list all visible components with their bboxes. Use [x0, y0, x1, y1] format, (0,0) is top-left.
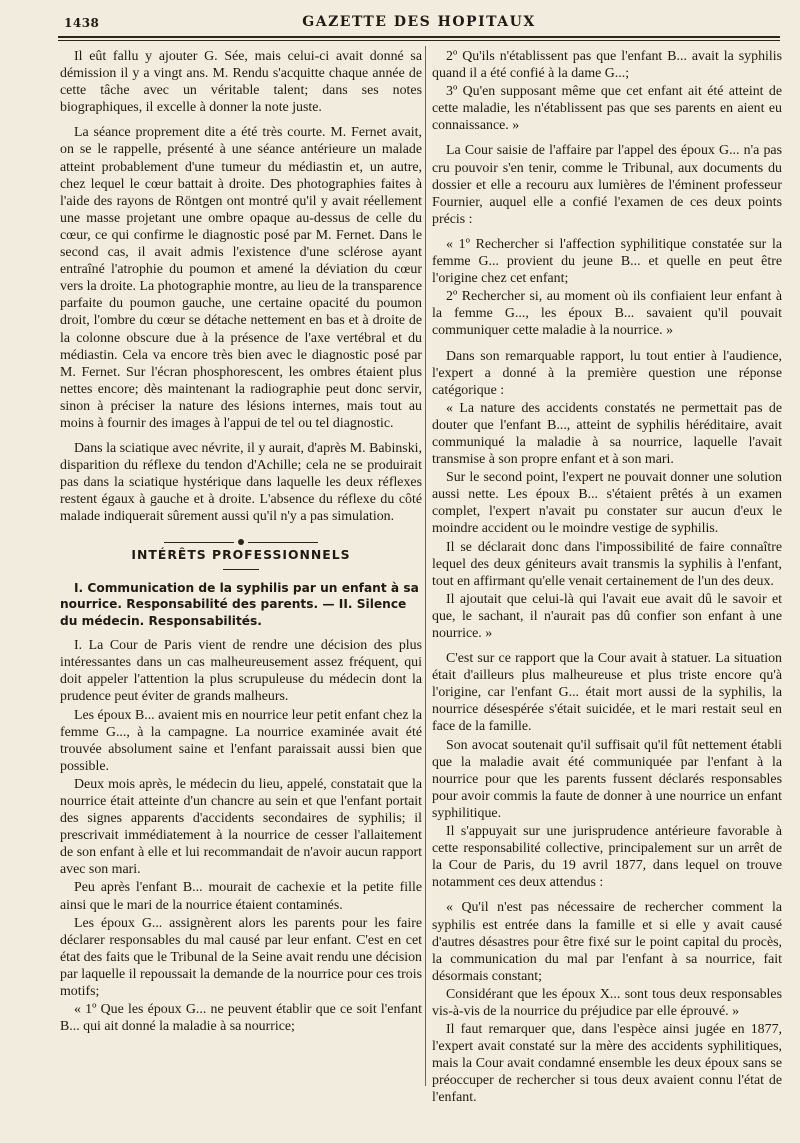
section-rule	[223, 569, 259, 570]
paragraph: « 1º Rechercher si l'affection syphilitique constatée sur la femme G... provient du jeune B... et quelle en peut être l'origine chez cet enfant;	[432, 236, 782, 287]
journal-title: GAZETTE DES HOPITAUX	[302, 14, 536, 30]
ornament-separator	[60, 534, 422, 542]
paragraph: I. La Cour de Paris vient de rendre une décision des plus intéressantes dans un cas malheureusement assez fréquent, qui doit appeler l'attention la plus scrupuleuse du médecin dont la prudence peut éviter de grands malheurs.	[60, 638, 422, 705]
paragraph: 3º Qu'en supposant même que cet enfant ait été atteint de cette maladie, les n'établissent pas que ses parents en aient eu connaissance. »	[432, 84, 782, 134]
paragraph: « 1º Que les époux G... ne peuvent établir que ce soit l'enfant B... qui ait donné la maladie à sa nourrice;	[60, 1002, 422, 1035]
paragraph: Considérant que les époux X... sont tous deux responsables vis-à-vis de la nourrice du préjudice par elle éprouvé. »	[432, 986, 782, 1019]
header-rule-thin	[58, 40, 780, 41]
page-number: 1438	[64, 16, 100, 30]
right-column	[432, 48, 782, 1107]
section-heading: INTÉRÊTS PROFESSIONNELS	[131, 546, 351, 562]
paragraph: Il ajoutait que celui-là qui l'avait eue avait dû le savoir et que, le sachant, il n'aurait pas dû confier son enfant à une nourrice. »	[432, 591, 782, 641]
paragraph: Deux mois après, le médecin du lieu, appelé, constatait que la nourrice était atteinte d'un chancre au sein et que l'enfant portait des signes apparents d'accidents secondaires de syphilis; il prescrivait immédiatement à la nourrice de cesser l'allaitement de son enfant à elle et lui recommandait de n'avoir aucun rapport avec son mari.	[60, 776, 422, 878]
paragraph: 2º Qu'ils n'établissent pas que l'enfant B... avait la syphilis quand il a été confié à la dame G...;	[432, 49, 782, 82]
paragraph: Sur le second point, l'expert ne pouvait donner une solution aussi nette. Les époux B... s'étaient prêtés à un examen complet, l'expert n'avait pu constater sur aucun d'eux le moindre accident ou le moindre vestige de syphilis.	[432, 470, 782, 537]
paragraph: « Qu'il n'est pas nécessaire de rechercher comment la syphilis est entrée dans la famille et si elle y avait causé d'autres désastres pour être fixé sur le point capital du procès, la communication du mal par l'enfant à sa nourrice, fait désormais constant;	[432, 900, 782, 984]
paragraph: Il s'appuyait sur une jurisprudence antérieure favorable à cette responsabilité collective, principalement sur un arrêt de la Cour de Paris, du 19 avril 1877, dans lequel on trouve notamment ces deux attendus :	[432, 824, 782, 891]
paragraph: Son avocat soutenait qu'il suffisait qu'il fût nettement établi que la maladie avait été communiquée par l'enfant à la nourrice pour que les parents fussent déclarés responsables pour avoir commis la faute de donner à une nourrice un enfant syphilitique.	[432, 737, 782, 821]
paragraph: « La nature des accidents constatés ne permettait pas de douter que l'enfant B..., atteint de syphilis héréditaire, avait communiqué la maladie à sa nourrice, laquelle l'avait transmise à son propre enfant et à son mari.	[432, 400, 782, 468]
paragraph: C'est sur ce rapport que la Cour avait à statuer. La situation était d'ailleurs plus malheureuse et plus triste encore qu'à l'origine, car l'enfant G... était mort aussi de la syphilis, la nourrice désespérée s'était suicidée, et le mari restait seul en face de la famille.	[432, 651, 782, 735]
paragraph: Dans la sciatique avec névrite, il y aurait, d'après M. Babinski, disparition du réflexe du tendon d'Achille; cela ne se produirait pas dans la sciatique hystérique dans laquelle les deux réflexes restent égaux à gauche et à droite. L'absence du réflexe du côté malade indiquerait sûrement aussi qu'il n'y a pas simulation.	[60, 441, 422, 525]
paragraph: La séance proprement dite a été très courte. M. Fernet avait, on se le rappelle, présenté à une séance antérieure un malade atteint probablement d'une tumeur du médiastin et, un autre, chez lequel le cœur battait à droite. Des photographies faites à l'aide des rayons de Röntgen ont montré qu'il y avait réellement une masse projetant une ombre opaque au-dessus de celle du cœur, ce qui confirme le diagnostic posé par M. Fernet. Dans le second cas, il avait admis l'existence d'une sclérose ayant entraîné l'atrophie du poumon et amené la déviation du cœur vers la droite. La photographie montre, au lieu de la transparence parfaite du poumon gauche, une certaine opacité du poumon droit, l'ombre du cœur se détache nettement en bas et à droite de la colonne obscure due à la présence de l'axe vertébral et du médiastin. Cela va encore très bien avec le diagnostic posé par M. Fernet. Sur l'écran phosphorescent, les ombres étaient plus nettes encore; dès maintenant la radiographie peut donc servir, sinon à préciser la nature des lésions internes, mais tout au moins à fournir des images à l'appui de tel ou tel diagnostic.	[60, 125, 422, 431]
paragraph: Les époux G... assignèrent alors les parents pour les faire déclarer responsables du mal causé par leur enfant. C'est en cet état des faits que le Tribunal de la Seine avait rendu une décision par laquelle il repoussait la demande de la nourrice pour ces trois motifs;	[60, 915, 422, 999]
paragraph: 2º Rechercher si, au moment où ils confiaient leur enfant à la femme G..., les époux B... savaient qu'il pouvait communiquer cette maladie à la nourrice. »	[432, 289, 782, 339]
header-rule-thick	[58, 36, 780, 38]
paragraph: Peu après l'enfant B... mourait de cachexie et la petite fille ainsi que le mari de la nourrice étaient contaminés.	[60, 880, 422, 913]
paragraph: Il faut remarquer que, dans l'espèce ainsi jugée en 1877, l'expert avait constaté sur la mère des accidents syphilitiques, mais la Cour avait condamné ensemble les deux époux sans se préoccuper de rechercher si tous deux avaient connu l'état de l'enfant.	[432, 1022, 782, 1106]
paragraph: Dans son remarquable rapport, lu tout entier à l'audience, l'expert a donné à la première question une réponse catégorique :	[432, 348, 782, 398]
article-subheading: I. Communication de la syphilis par un enfant à sa nourrice. Responsabilité des parents. — II. Silence du médecin. Responsabilités.	[60, 580, 419, 628]
column-divider	[425, 46, 426, 1086]
page-header	[58, 10, 780, 34]
paragraph: La Cour saisie de l'affaire par l'appel des époux G... n'a pas cru pouvoir s'en tenir, comme le Tribunal, aux documents du dossier et elle a recouru aux lumières de l'éminent professeur Fournier, auquel elle a confié l'examen de ces deux points précis :	[432, 143, 782, 227]
paragraph: Il se déclarait donc dans l'impossibilité de faire connaître lequel des deux géniteurs avait transmis la syphilis à l'enfant, tout en affirmant qu'elle venait certainement de l'un des deux.	[432, 539, 782, 589]
paragraph: Il eût fallu y ajouter G. Sée, mais celui-ci avait donné sa démission il y a vingt ans. M. Rendu s'acquitte chaque année de cette tâche avec un véritable talent; dans ses notes biographiques, il excelle à donner la note juste.	[60, 49, 422, 116]
paragraph: Les époux B... avaient mis en nourrice leur petit enfant chez la femme G..., à la campagne. La nourrice examinée avait été trouvée absolument saine et l'enfant paraissait aussi bien que possible.	[60, 707, 422, 774]
left-column	[60, 48, 422, 1035]
